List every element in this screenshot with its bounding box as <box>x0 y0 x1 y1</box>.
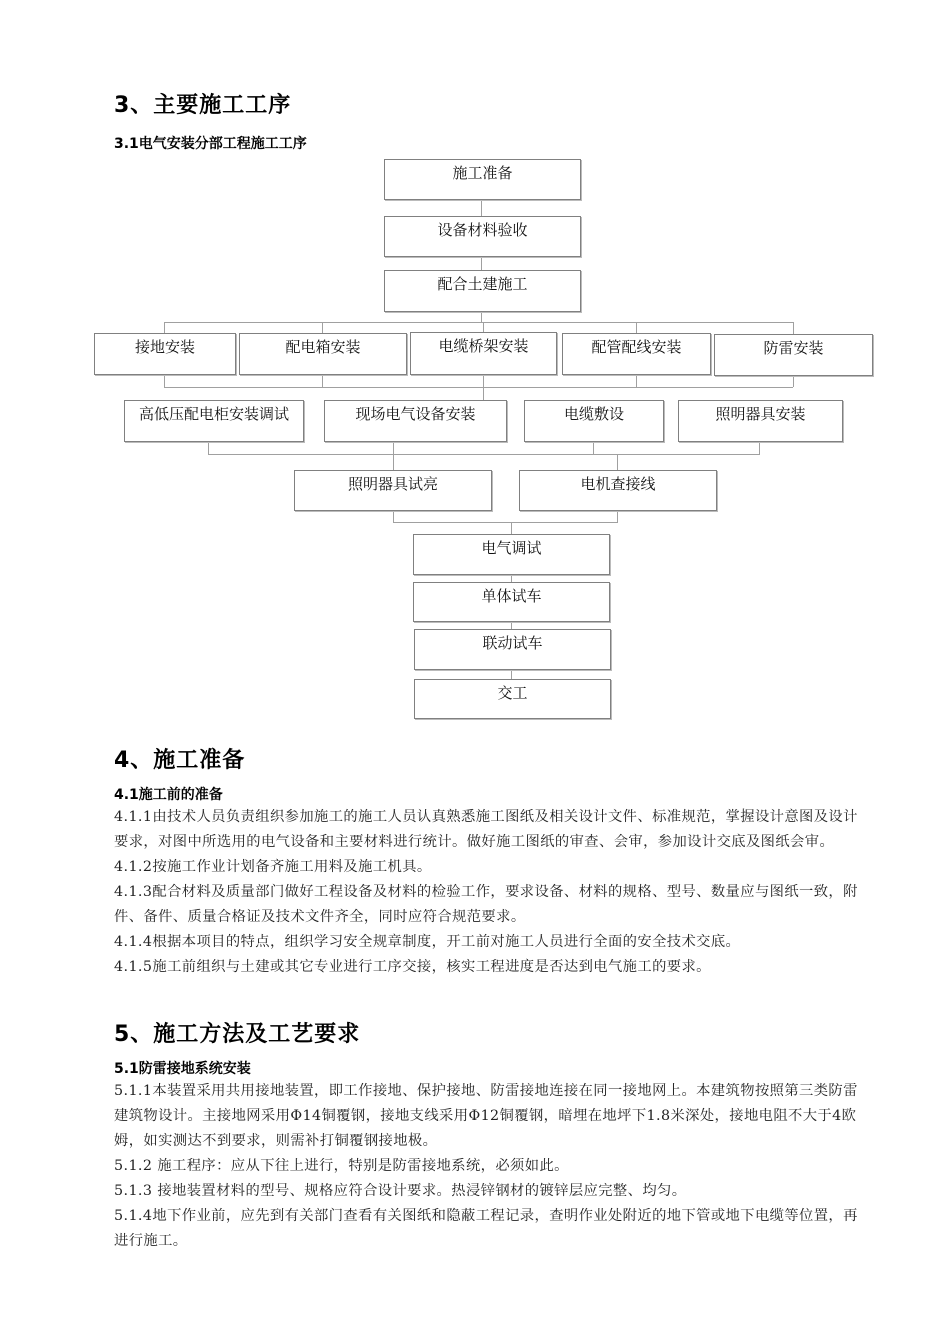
step-lightning-protection-install: 防雷安装 <box>714 334 873 376</box>
step-single-unit-test-run: 单体试车 <box>413 582 610 622</box>
section-4-1-title: 4.1施工前的准备 <box>114 787 223 803</box>
connector <box>511 574 512 582</box>
step-cable-laying: 电缆敷设 <box>524 400 664 442</box>
connector <box>208 442 209 454</box>
connector <box>393 454 394 470</box>
connector <box>511 669 512 679</box>
paragraph-4-1-2: 4.1.2按施工作业计划备齐施工用料及施工机具。 <box>114 859 432 875</box>
connector <box>208 454 760 455</box>
paragraph-4-1-4: 4.1.4根据本项目的特点，组织学习安全规章制度，开工前对施工人员进行全面的安全技术交底。 <box>114 934 741 950</box>
connector <box>759 442 760 454</box>
paragraph-4-1-3: 4.1.3配合材料及质量部门做好工程设备及材料的检验工作，要求设备、材料的规格、型号、数量应与图纸一致，附件、备件、质量合格证及技术文件齐全，同时应符合规范要求。 <box>114 884 858 925</box>
step-field-equipment-install: 现场电气设备安装 <box>324 400 507 442</box>
connector <box>617 454 618 470</box>
step-grounding-install: 接地安装 <box>94 333 236 375</box>
section-5-1-title: 5.1防雷接地系统安装 <box>114 1061 251 1077</box>
paragraph-4-1-1: 4.1.1由技术人员负责组织参加施工的施工人员认真熟悉施工图纸及相关设计文件、标准规范，掌握设计意图及设计要求，对图中所选用的电气设备和主要材料进行统计。做好施工图纸的审查、会审，参加设计交底及图纸会审。 <box>114 809 858 850</box>
connector <box>511 522 512 534</box>
connector <box>164 322 793 323</box>
connector <box>481 311 482 322</box>
step-lighting-install: 照明器具安装 <box>678 400 843 442</box>
step-handover: 交工 <box>414 679 611 719</box>
connector <box>511 622 512 629</box>
paragraph-5-1-1: 5.1.1本装置采用共用接地装置，即工作接地、保护接地、防雷接地连接在同一接地网上。本建筑物按照第三类防雷建筑物设计。主接地网采用Φ14铜覆钢，接地支线采用Φ12铜覆钢，暗埋在地坪下1.8米深处，接地电阻不大于4欧姆，如实测达不到要求，则需补打铜覆钢接地极。 <box>114 1083 858 1149</box>
step-material-acceptance: 设备材料验收 <box>384 216 581 257</box>
step-switchgear-install-test: 高低压配电柜安装调试 <box>124 400 304 442</box>
connector <box>164 375 165 387</box>
connector <box>793 322 794 334</box>
step-construction-prep: 施工准备 <box>384 159 581 200</box>
paragraph-4-1-5: 4.1.5施工前组织与土建或其它专业进行工序交接，核实工程进度是否达到电气施工的要求。 <box>114 959 711 975</box>
step-motor-wiring-check: 电机查接线 <box>519 470 717 511</box>
section-3-title: 3、主要施工工序 <box>114 93 292 118</box>
connector <box>481 256 482 270</box>
paragraph-5-1-3: 5.1.3 接地装置材料的型号、规格应符合设计要求。热浸锌钢材的镀锌层应完整、均匀。 <box>114 1183 687 1199</box>
section-4-title: 4、施工准备 <box>114 748 246 773</box>
connector <box>393 511 394 522</box>
connector <box>636 375 637 387</box>
section-5-title: 5、施工方法及工艺要求 <box>114 1022 361 1047</box>
connector <box>483 387 484 400</box>
step-lighting-trial: 照明器具试亮 <box>294 470 492 511</box>
connector <box>636 322 637 333</box>
connector <box>793 375 794 387</box>
step-electrical-commissioning: 电气调试 <box>413 534 610 575</box>
connector <box>393 442 394 454</box>
step-conduit-wiring-install: 配管配线安装 <box>562 333 711 375</box>
connector <box>483 322 484 332</box>
step-civil-coordination: 配合土建施工 <box>384 270 581 312</box>
connector <box>164 322 165 333</box>
connector <box>617 511 618 522</box>
paragraph-5-1-4: 5.1.4地下作业前，应先到有关部门查看有关图纸和隐蔽工程记录，查明作业处附近的地下管或地下电缆等位置，再进行施工。 <box>114 1208 858 1249</box>
step-distribution-box-install: 配电箱安装 <box>239 333 407 375</box>
connector <box>483 375 484 387</box>
section-4-body <box>114 805 860 980</box>
section-3-1-title: 3.1电气安装分部工程施工工序 <box>114 136 307 152</box>
connector <box>164 387 793 388</box>
connector <box>322 375 323 387</box>
connector <box>481 200 482 216</box>
connector <box>593 442 594 454</box>
connector <box>322 322 323 333</box>
section-5-body <box>114 1079 860 1254</box>
connector <box>393 522 618 523</box>
step-linkage-test-run: 联动试车 <box>414 629 611 670</box>
paragraph-5-1-2: 5.1.2 施工程序：应从下往上进行，特别是防雷接地系统，必须如此。 <box>114 1158 569 1174</box>
step-cable-tray-install: 电缆桥架安装 <box>410 332 557 375</box>
